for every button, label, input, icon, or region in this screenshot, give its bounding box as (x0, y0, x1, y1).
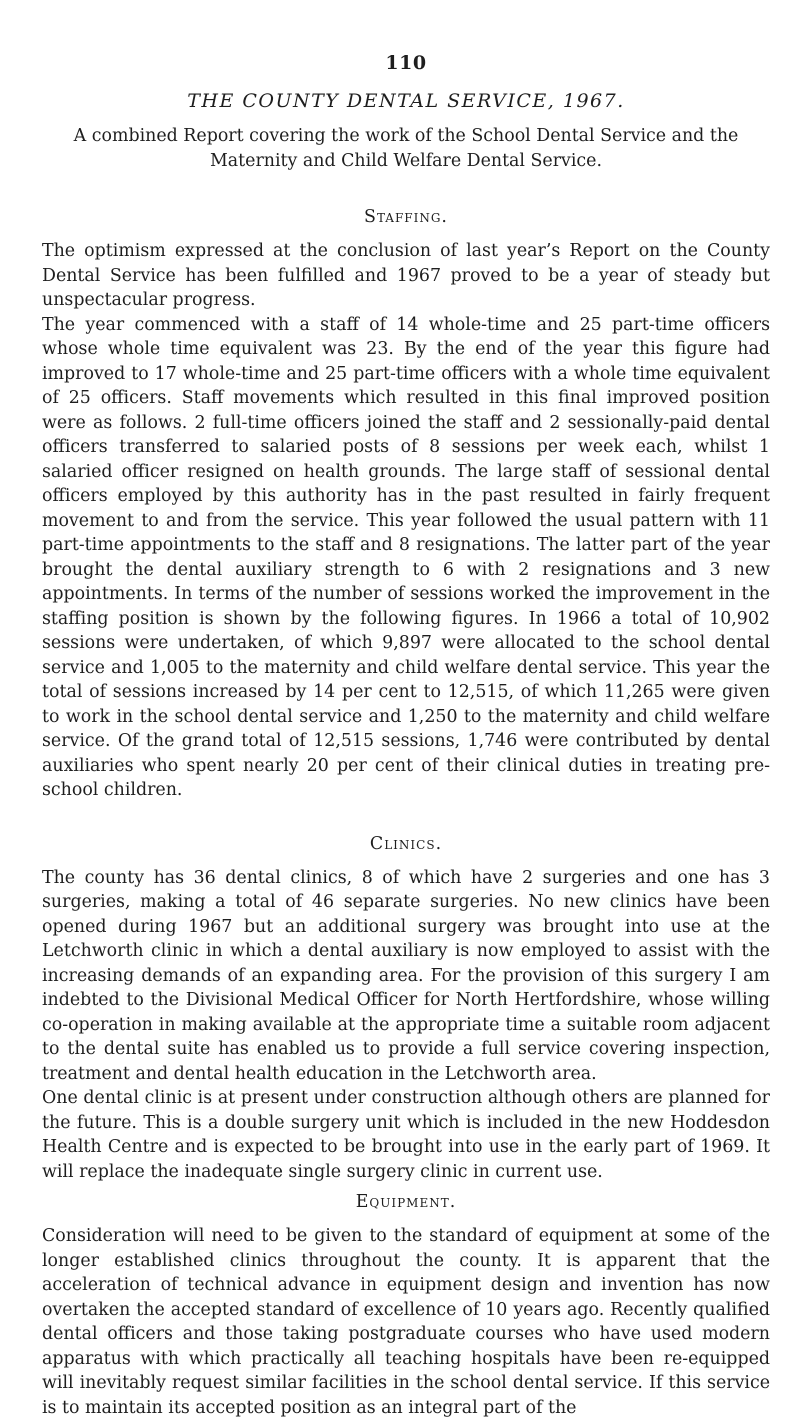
section-heading-equipment: Equipment. (355, 1192, 457, 1212)
document-subtitle: A combined Report covering the work of the School Dental Service and the Maternity and Child Welfare Dental Service. (73, 126, 739, 171)
staffing-paragraph-2: The year commenced with a staff of 14 whole-time and 25 part-time officers whose whole time equivalent was 23. By the end of the year this figure had improved to 17 whole-time and 25 part-time officers with a whole time equivalent of 25 officers. Staff movements which resulted in this final improved position were as follows. 2 full-time officers joined the staff and 2 sessionally-paid dental officers transferred to salaried posts of 8 sessions per week each, whilst 1 salaried officer resigned on health grounds. The large staff of sessional dental officers employed by this authority has in the past resulted in fairly frequent movement to and from the service. This year followed the usual pattern with 11 part-time appointments to the staff and 8 resignations. The latter part of the year brought the dental auxiliary strength to 6 with 2 resignations and 3 new appointments. In terms of the number of sessions worked the improvement in the staffing position is shown by the following figures. In 1966 a total of 10,902 sessions were undertaken, of which 9,897 were allocated to the school dental service and 1,005 to the maternity and child welfare dental service. This year the total of sessions increased by 14 per cent to 12,515, of which 11,265 were given to work in the school dental service and 1,250 to the maternity and child welfare service. Of the grand total of 12,515 sessions, 1,746 were contributed by dental auxiliaries who spent nearly 20 per cent of their clinical duties in treating pre-school children. (42, 314, 770, 800)
equipment-paragraph-1: Consideration will need to be given to the standard of equipment at some of the longer established clinics throughout the county. It is apparent that the acceleration of technical advance in equipment design and invention has now overtaken the accepted standard of excellence of 10 years ago. Recently qualified dental officers and those taking postgraduate courses who have used modern apparatus with which practically all teaching hospitals have been re-equipped will inevitably request similar facilities in the school dental service. If this service is to maintain its accepted position as an integral part of the (42, 1226, 770, 1418)
section-staffing (42, 207, 770, 803)
clinics-paragraph-1: The county has 36 dental clinics, 8 of which have 2 surgeries and one has 3 surgeries, making a total of 46 separate surgeries. No new clinics have been opened during 1967 but an additional surgery was brought into use at the Letchworth clinic in which a dental auxiliary is now employed to assist with the increasing demands of an expanding area. For the provision of this surgery I am indebted to the Divisional Medical Officer for North Hertfordshire, whose willing co-operation in making available at the appropriate time a suitable room adjacent to the dental suite has enabled us to provide a full service covering inspection, treatment and dental health education in the Letchworth area. (42, 867, 770, 1084)
document-title: THE COUNTY DENTAL SERVICE, 1967. (187, 90, 625, 112)
document-page (42, 52, 770, 1420)
staffing-paragraph-1: The optimism expressed at the conclusion of last year’s Report on the County Dental Service has been fulfilled and 1967 proved to be a year of steady but unspectacular progress. (42, 241, 770, 310)
section-heading-staffing: Staffing. (364, 207, 448, 227)
section-clinics (42, 834, 770, 1185)
page-number: 110 (385, 52, 427, 74)
section-heading-clinics: Clinics. (369, 833, 443, 854)
clinics-paragraph-2: One dental clinic is at present under construction although others are planned for the future. This is a double surgery unit which is included in the new Hoddesdon Health Centre and is expected to be brought into use in the early part of 1969. It will replace the inadequate single surgery clinic in current use. (42, 1088, 770, 1182)
section-equipment (42, 1192, 770, 1420)
